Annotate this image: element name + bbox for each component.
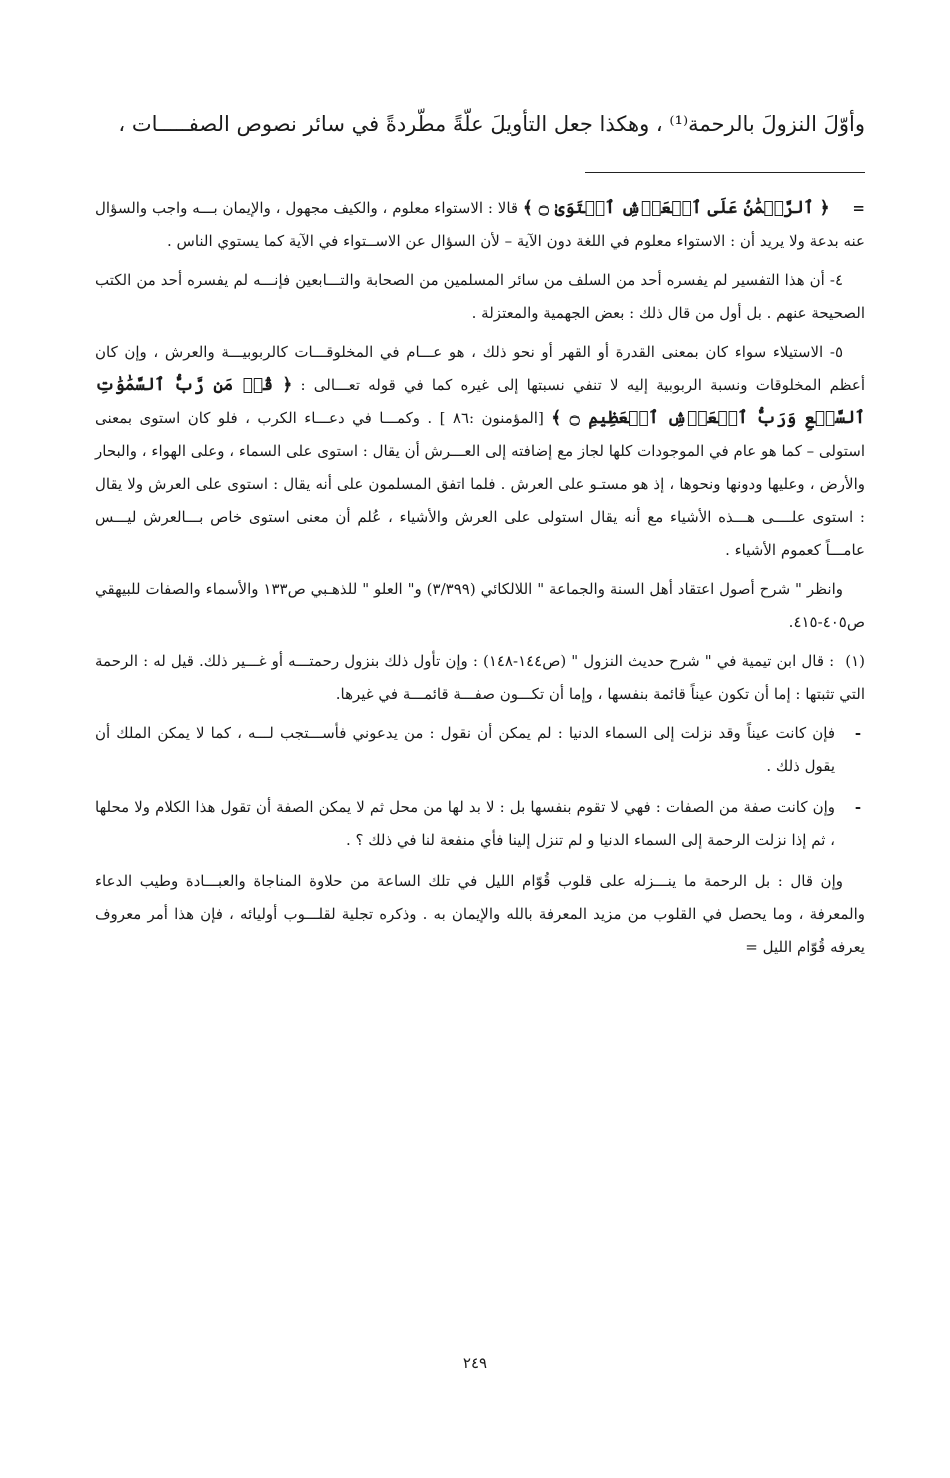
point5-intro: ٥- الاستيلاء سواء كان بمعنى القدرة أو القهر أو نحو ذلك ، هو عـــام في المخلوقـــات كالربوبيـــة والعرش ، وإن كان أعظم المخلوقات ونسبة الربوبية إليه لا تنفي نسبتها إلى غيره كما في قوله تعـــالى : (95, 343, 865, 394)
footnote-closing: وإن قال : بل الرحمة ما ينـــزله على قلوب قُوّام الليل في تلك الساعة من حلاوة المناجاة والعبـــادة وطيب الدعاء والمعرفة ، وما يحصل في القلوب من مزيد المعرفة بالله والإيمان به . وذكره تجلية لقلـــوب أوليائه ، فإن هذا أمر معروف يعرفه قُوّام الليل = (95, 872, 865, 956)
point5-rest: [المؤمنون :٨٦ ] . وكمـــا في دعـــاء الكرب ، فلو كان استوى بمعنى استولى – كما هو عام في الموجودات كلها لجاز مع إضافته إلى العـــرش أن يقال : استوى على السماء ، وعلى الهواء ، والبحار والأرض ، وعليها ودونها ونحوها ، إذ هو مستـو على العرش . فلما اتفق المسلمون على أنه يقال : استوى على العرش ولا يقال : استوى علــــى هـــذه الأشياء مع أنه يقال استولى على العرش والأشياء ، عُلم أن معنى استوى خاص بـــالعرش ليـــس عامـــاً كعموم الأشياء . (95, 409, 865, 559)
footnote-1-number: (١) (845, 652, 865, 670)
bullet-text: فإن كانت عيناً وقد نزلت إلى السماء الدنيا : لم يمكن أن نقول : من يدعوني فأســـتجب لـــه ، كما لا يمكن الملك أن يقول ذلك . (95, 724, 835, 775)
footnote-point-5 (95, 336, 865, 567)
bullet-dash: - (854, 724, 862, 742)
page-number: ٢٤٩ (462, 1354, 488, 1372)
bullet-item (95, 791, 865, 857)
bullet-text: وإن كانت صفة من الصفات : فهي لا تقوم بنفسها بل : لا بد لها من محل ثم لا يمكن الصفة أن تقول هذا الكلام ولا محلها ، ثم إذا نزلت الرحمة إلى السماء الدنيا و لم تنزل إلينا فأي منفعة لنا في ذلك ؟ . (95, 798, 835, 849)
footnote-1 (95, 645, 865, 711)
continuation-mark: = (852, 199, 865, 217)
footnote-point-4: ٤- أن هذا التفسير لم يفسره أحد من السلف من سائر المسلمين من الصحابة والتـــابعين فإنـــه لم يفسره أحد من الكتب الصحيحة عنهم . بل أول من قال ذلك : بعض الجهمية والمعتزلة . (95, 271, 865, 322)
footnote-see-also: وانظر " شرح أصول اعتقاد أهل السنة والجماعة " اللالكائي (٣/٣٩٩) و" العلو " للذهـبي ص١٣٣ والأسماء والصفات للبيهقي ص٤٠٥-٤١٥. (95, 580, 865, 631)
footnote-continuation (95, 192, 865, 258)
bullet-item (95, 717, 865, 783)
main-text: وأوّلَ النزولَ بالرحمة⁽¹⁾ ، وهكذا جعل التأويلَ علّةً مطّردةً في سائر نصوص الصفـــــات ، (118, 112, 865, 136)
quran-verse-istiwa: ﴿ ٱلرَّحۡمَٰنُ عَلَى ٱلۡعَرۡشِ ٱسۡتَوَىٰ ۝ ﴾ (522, 198, 830, 218)
bullet-dash: - (854, 798, 862, 816)
footnote-1-text: : قال ابن تيمية في " شرح حديث النزول " (ص١٤٤-١٤٨) : وإن تأول ذلك بنزول رحمتـــه أو غـــير ذلك. قيل له : الرحمة التي تثبتها : إما أن تكون عيناً قائمة بنفسها ، وإما أن تكـــون صفـــة قائمـــة في غيرها. (95, 652, 865, 703)
footnote-separator (585, 172, 865, 173)
footnotes-section (95, 192, 865, 970)
quran-verse-muminun: ﴿ قُلۡ مَن رَّبُّ ٱلسَّمَٰوَٰتِ ٱلسَّبۡعِ وَرَبُّ ٱلۡعَرۡشِ ٱلۡعَظِيمِ ۝ ﴾ (95, 375, 865, 428)
continuation-text: قالا : الاستواء معلوم ، والكيف مجهول ، والإيمان بـــه واجب والسؤال عنه بدعة ولا يريد أن : الاستواء معلوم في اللغة دون الآية – لأن السؤال عن الاســتواء في الآية كما يستوي الناس . (95, 199, 865, 250)
